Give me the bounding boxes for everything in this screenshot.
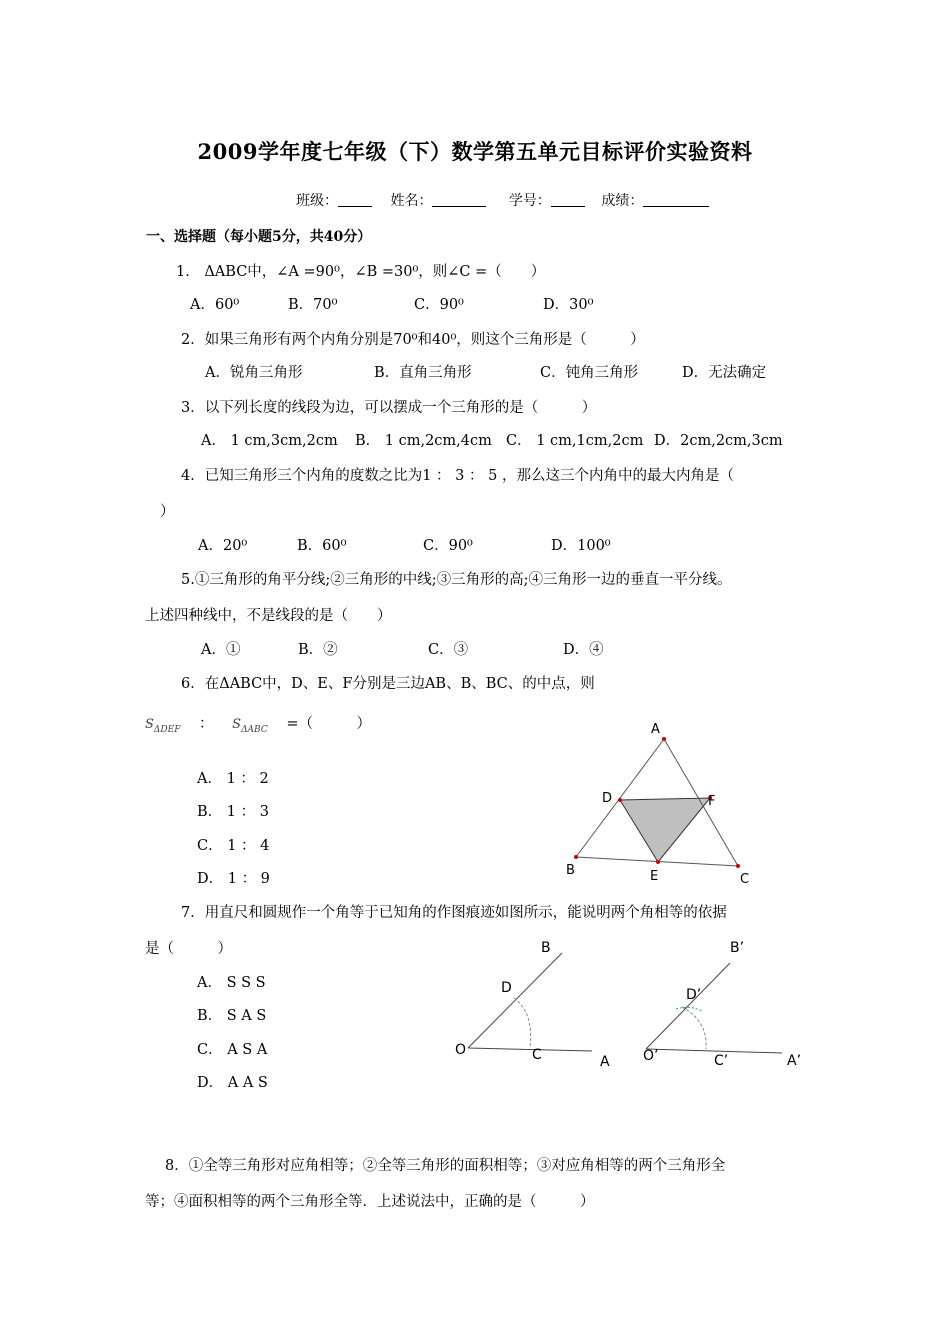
q4-option-a[interactable]: A．20⁰ [198,538,248,554]
point-a [662,737,666,741]
point-d [618,798,622,802]
label-o: O [455,1042,467,1058]
q4-option-b[interactable]: B．60⁰ [297,538,347,554]
q7-option-c[interactable]: C． A S A [197,1042,268,1058]
area-abc-symbol: S [232,717,242,732]
q2-option-a[interactable]: A．锐角三角形 [205,365,303,381]
question-4-stem-line1: 4．已知三角形三个内角的度数之比为1 ： 3 ： 5 ，那么这三个内角中的最大内角是（ [181,468,734,484]
question-5-stem-line2: 上述四种线中，不是线段的是（ ） [145,608,392,624]
point-e [656,860,660,864]
number-label: 学号： [508,193,551,209]
score-label: 成绩： [601,193,644,209]
label-a: A [651,722,660,737]
question-6-ratio [145,712,371,735]
label-b: B [566,863,575,878]
question-1-stem: 1． ΔABC中，∠A =90⁰，∠B =30⁰，则∠C =（ ） [176,264,546,280]
question-3-stem: 3．以下列长度的线段为边，可以摆成一个三角形的是（ ） [181,400,597,416]
q3-option-c[interactable]: C． 1 cm,1cm,2cm [506,433,644,449]
q7-option-d[interactable]: D． A A S [197,1075,268,1091]
q5-option-a[interactable]: A．① [201,642,241,658]
name-label: 姓名： [390,193,433,209]
label-c: C [532,1047,542,1063]
ray-ob [468,953,562,1048]
question-8-stem-line2: 等；④面积相等的两个三角形全等．上述说法中，正确的是（ ） [145,1194,595,1210]
point-b [574,855,578,859]
q4-option-c[interactable]: C．90⁰ [423,538,473,554]
q6-option-c[interactable]: C． 1 ： 4 [197,838,270,854]
score-blank[interactable] [643,192,709,207]
section-heading: 一、选择题（每小题5分，共40分） [146,229,372,245]
question-5-stem-line1: 5.①三角形的角平分线;②三角形的中线;③三角形的高;④三角形一边的垂直一平分线。 [181,572,732,588]
q2-option-c[interactable]: C．钝角三角形 [540,365,639,381]
question-4-stem-line2: ） [160,504,175,520]
page-title: 2009学年度七年级（下）数学第五单元目标评价实验资料 [197,139,753,164]
q6-option-d[interactable]: D． 1 ： 9 [197,871,270,887]
q7-option-a[interactable]: A． S S S [197,975,266,991]
shaded-triangle-def [620,798,710,862]
q3-option-d[interactable]: D．2cm,2cm,3cm [654,433,783,449]
number-blank[interactable] [551,192,585,207]
question-7-stem-line2: 是（ ） [145,941,232,957]
ratio-tail: =（ ） [286,716,371,732]
ray-o2b2 [646,963,730,1049]
q4-option-d[interactable]: D．100⁰ [551,538,611,554]
q6-option-b[interactable]: B． 1 ： 3 [197,804,269,820]
label-b: B [541,940,551,956]
q5-option-d[interactable]: D．④ [563,642,604,658]
label-o2: O’ [643,1048,659,1064]
student-info-row [296,190,709,210]
label-a2: A’ [787,1053,802,1069]
point-c [736,864,740,868]
question-8-stem-line1: 8．①全等三角形对应角相等；②全等三角形的面积相等；③对应角相等的两个三角形全 [165,1158,726,1174]
q2-option-b[interactable]: B．直角三角形 [374,365,472,381]
q3-option-b[interactable]: B． 1 cm,2cm,4cm [355,433,492,449]
area-def-subscript: ΔDEF [153,725,181,735]
q5-option-b[interactable]: B．② [298,642,338,658]
area-abc-subscript: ΔABC [241,725,268,735]
label-a: A [600,1054,610,1070]
name-blank[interactable] [432,192,486,207]
label-d: D [602,791,613,806]
area-def-symbol: S [145,717,154,732]
class-blank[interactable] [338,192,372,207]
q5-option-c[interactable]: C．③ [428,642,469,658]
arc-dc [514,998,531,1047]
label-b2: B’ [730,940,745,956]
question-6-stem: 6．在ΔABC中，D、E、F分别是三边AB、B、BC、的中点，则 [181,676,595,692]
ratio-colon: ： [199,716,214,732]
label-d2: D’ [686,987,702,1003]
class-label: 班级： [296,193,338,209]
question-2-stem: 2．如果三角形有两个内角分别是70⁰和40⁰，则这个三角形是（ ） [181,332,645,348]
arc-d2-mark [676,1007,702,1011]
triangle-figure [560,718,770,888]
ray-oa [468,1048,592,1051]
label-c2: C’ [714,1053,729,1069]
angle-construction-figure [450,935,820,1075]
label-f: F [708,794,716,809]
label-c: C [740,872,750,887]
label-e: E [650,869,659,884]
q7-option-b[interactable]: B． S A S [197,1008,267,1024]
question-7-stem-line1: 7．用直尺和圆规作一个角等于已知角的作图痕迹如图所示，能说明两个角相等的依据 [181,905,727,921]
q6-option-a[interactable]: A． 1 ： 2 [197,771,269,787]
q1-option-a[interactable]: A．60⁰ [190,297,240,313]
label-d: D [501,980,512,996]
arc-d2c2 [682,1007,706,1049]
q1-option-b[interactable]: B．70⁰ [288,297,338,313]
q2-option-d[interactable]: D．无法确定 [682,365,767,381]
q1-option-c[interactable]: C．90⁰ [414,297,464,313]
q3-option-a[interactable]: A． 1 cm,3cm,2cm [201,433,338,449]
q1-option-d[interactable]: D．30⁰ [543,297,594,313]
